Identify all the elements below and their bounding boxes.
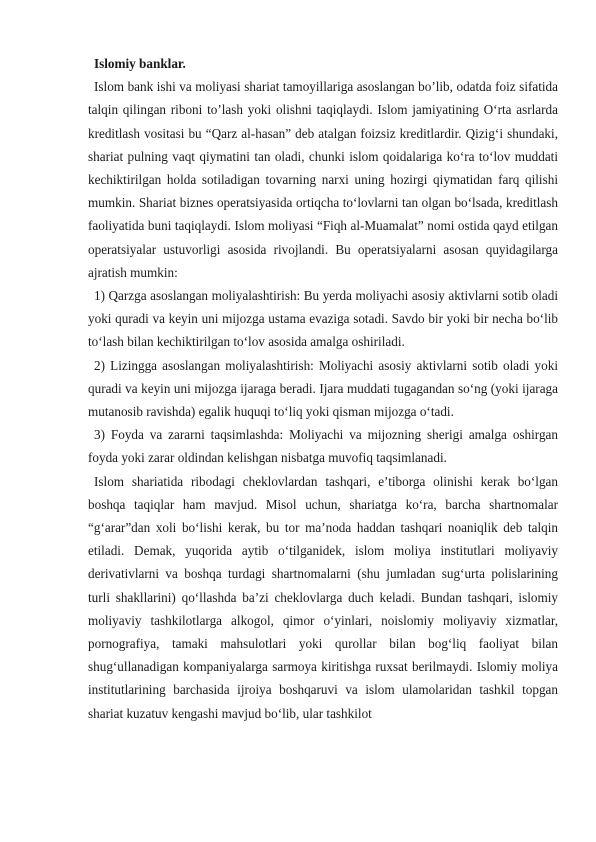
paragraph-lease-financing: 2) Lizingga asoslangan moliyalashtirish: Moliyachi asosiy aktivlarni sotib oladi yoki quradi va keyin uni mijozga ijaraga beradi. Ijara muddati tugagandan so‘ng (yoki ijaraga mutanosib ravishda) egalik huquqi to‘liq yoki qisman mijozga o‘tadi.: [88, 357, 558, 420]
paragraph-prohibitions: Islom shariatida ribodagi cheklovlardan tashqari, e’tiborga olinishi kerak bo‘lgan boshqa taqiqlar ham mavjud. Misol uchun, shariatga ko‘ra, barcha shartnomalar “g‘arar”dan xoli bo‘lishi kerak, bu tor ma’noda haddan tashqari noaniqlik deb talqin etiladi. Demak, yuqorida aytib o‘tilganidek, islom moliya institutlari moliyaviy derivativlarni va boshqa turdagi shartnomalarni (shu jumladan sug‘urta polislarining turli shakllarini) qo‘llashda ba’zi cheklovlarga duch keladi. Bundan tashqari, islomiy moliyaviy tashkilotlarga alkogol, qimor o‘yinlari, noislomiy moliyaviy xizmatlar, pornografiya, tamaki mahsulotlari yoki qurollar bilan bog‘liq faoliyat bilan shug‘ullanadigan kompaniyalarga sarmoya kiritishga ruxsat berilmaydi. Islomiy moliya institutlarining barchasida ijroiya boshqaruvi va islom ulamolaridan tashkil topgan shariat kuzatuv kengashi mavjud bo‘lib, ular tashkilot: [88, 473, 558, 721]
document-page: [88, 52, 558, 725]
paragraph-intro: Islom bank ishi va moliyasi shariat tamoyillariga asoslangan bo’lib, odatda foiz sifatida talqin qilingan riboni to’lash yoki olishni taqiqlaydi. Islom jamiyatining O‘rta asrlarda kreditlash vositasi bu “Qarz al-hasan” deb atalgan foizsiz kreditlardir. Qizig‘i shundaki, shariat pulning vaqt qiymatini tan oladi, chunki islom qoidalariga ko‘ra to‘lov muddati kechiktirilgan holda sotiladigan tovarning narxi uning hozirgi qiymatidan farq qilishi mumkin. Shariat biznes operatsiyasida ortiqcha to‘lovlarni tan olgan bo‘lsada, kreditlash faoliyatida buni taqiqlaydi. Islom moliyasi “Fiqh al-Muamalat” nomi ostida qayd etilgan operatsiyalar ustuvorligi asosida rivojlandi. Bu operatsiyalarni asosan quyidagilarga ajratish mumkin:: [88, 79, 558, 280]
paragraph-profit-loss-sharing: 3) Foyda va zararni taqsimlashda: Moliyachi va mijozning sherigi amalga oshirgan foyda yoki zarar oldindan kelishgan nisbatga muvofiq taqsimlanadi.: [88, 427, 558, 466]
section-heading: Islomiy banklar.: [94, 56, 186, 71]
paragraph-debt-financing: 1) Qarzga asoslangan moliyalashtirish: Bu yerda moliyachi asosiy aktivlarni sotib oladi yoki quradi va keyin uni mijozga ustama evaziga sotadi. Savdo bir yoki bir necha bo‘lib to‘lash bilan kechiktirilgan to‘lov asosida amalga oshiriladi.: [88, 288, 558, 350]
